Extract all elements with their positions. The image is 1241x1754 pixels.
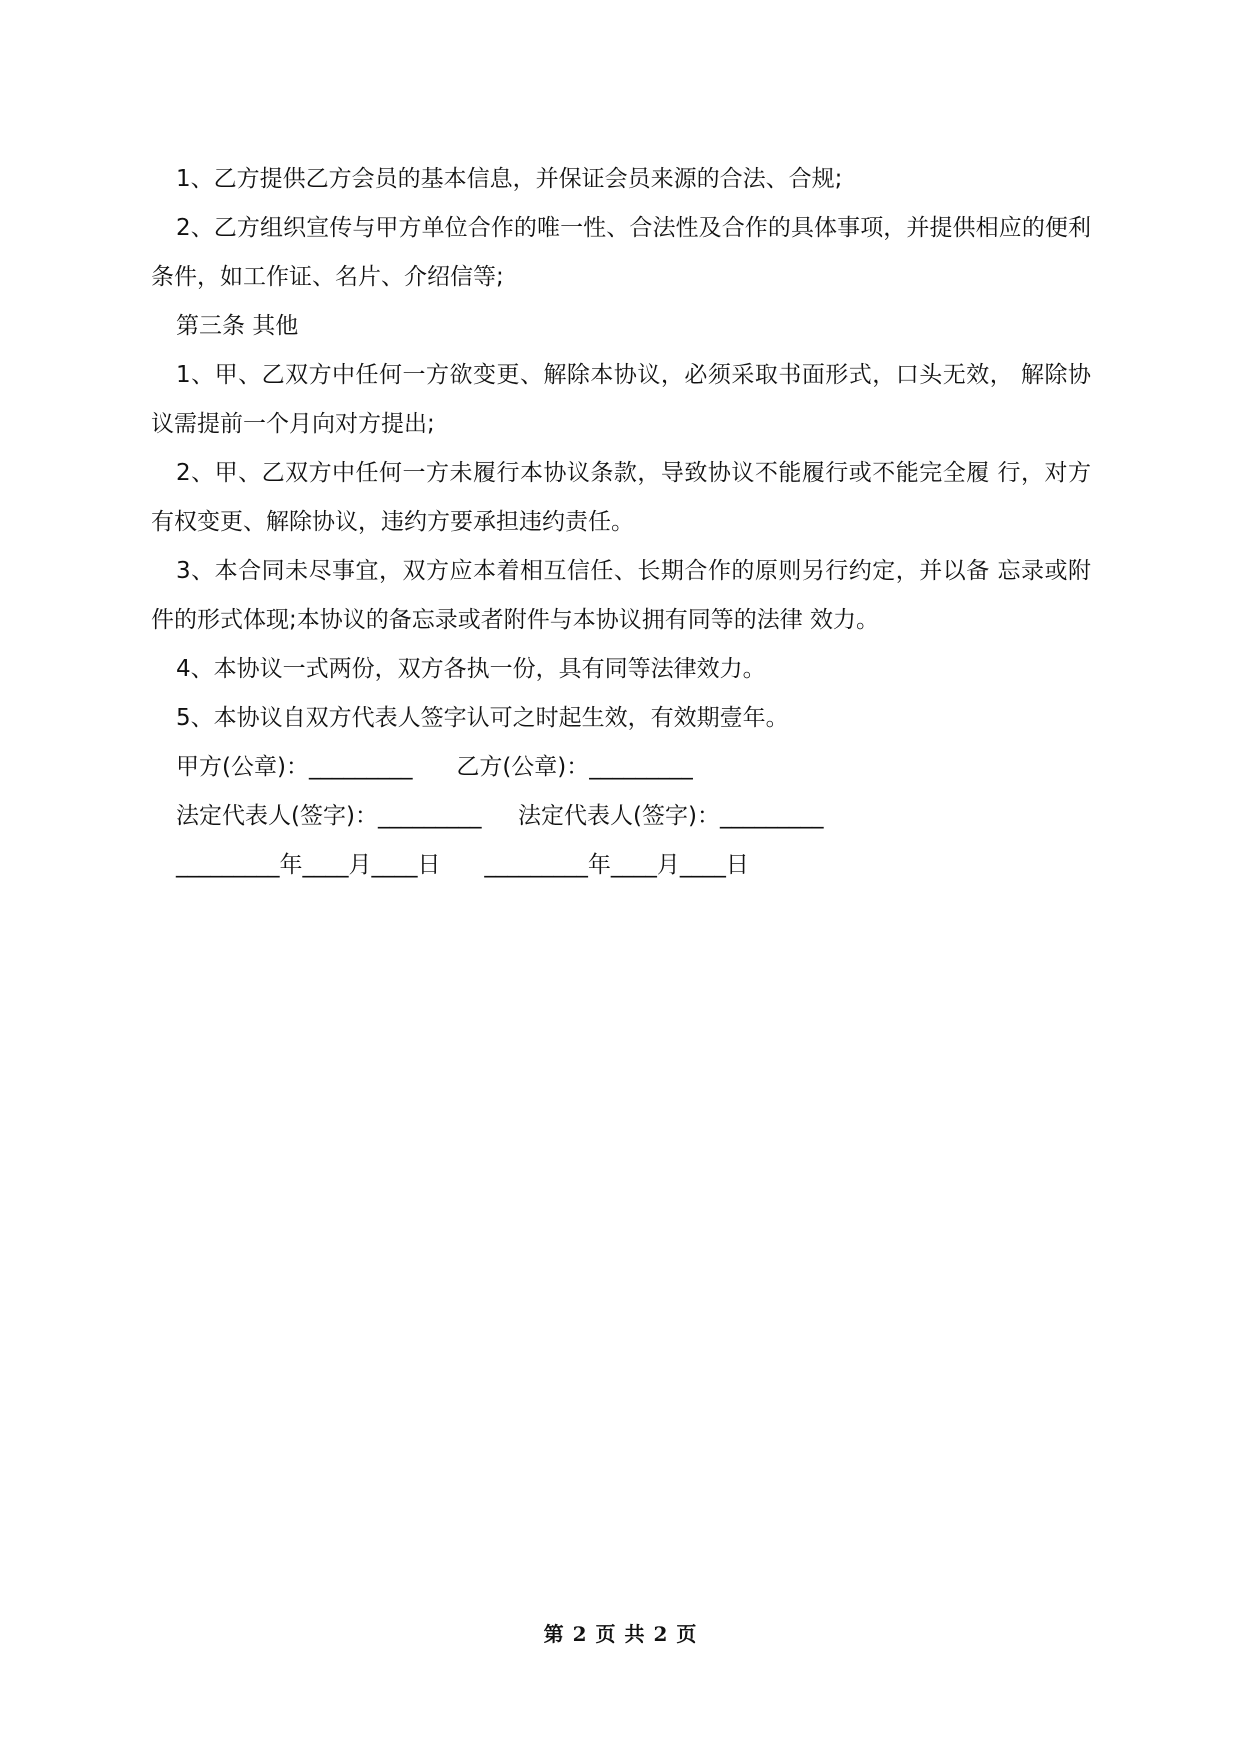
representative-signature-line: 法定代表人(签字)：_________ 法定代表人(签字)：_________ — [176, 803, 824, 829]
document-body — [151, 155, 1091, 890]
date-line: _________年____月____日 _________年____月____日 — [176, 852, 749, 878]
paragraph-3: 1、甲、乙双方中任何一方欲变更、解除本协议，必须采取书面形式，口头无效， 解除协议需提前一个月向对方提出; — [151, 362, 1091, 437]
page-footer: 第 2 页 共 2 页 — [543, 1622, 698, 1646]
paragraph-4: 2、甲、乙双方中任何一方未履行本协议条款，导致协议不能履行或不能完全履 行，对方有权变更、解除协议，违约方要承担违约责任。 — [151, 460, 1091, 535]
paragraph-6: 4、本协议一式两份，双方各执一份，具有同等法律效力。 — [176, 656, 766, 682]
section-heading: 第三条 其他 — [176, 313, 299, 339]
paragraph-2: 2、乙方组织宣传与甲方单位合作的唯一性、合法性及合作的具体事项，并提供相应的便利条件，如工作证、名片、介绍信等; — [151, 215, 1091, 290]
paragraph-5: 3、本合同未尽事宜，双方应本着相互信任、长期合作的原则另行约定，并以备 忘录或附件的形式体现;本协议的备忘录或者附件与本协议拥有同等的法律 效力。 — [151, 558, 1091, 633]
paragraph-7: 5、本协议自双方代表人签字认可之时起生效，有效期壹年。 — [176, 705, 789, 731]
paragraph-1: 1、乙方提供乙方会员的基本信息，并保证会员来源的合法、合规; — [176, 166, 843, 192]
signature-block — [151, 743, 1091, 890]
seal-line: 甲方(公章)：_________ 乙方(公章)：_________ — [176, 754, 693, 780]
